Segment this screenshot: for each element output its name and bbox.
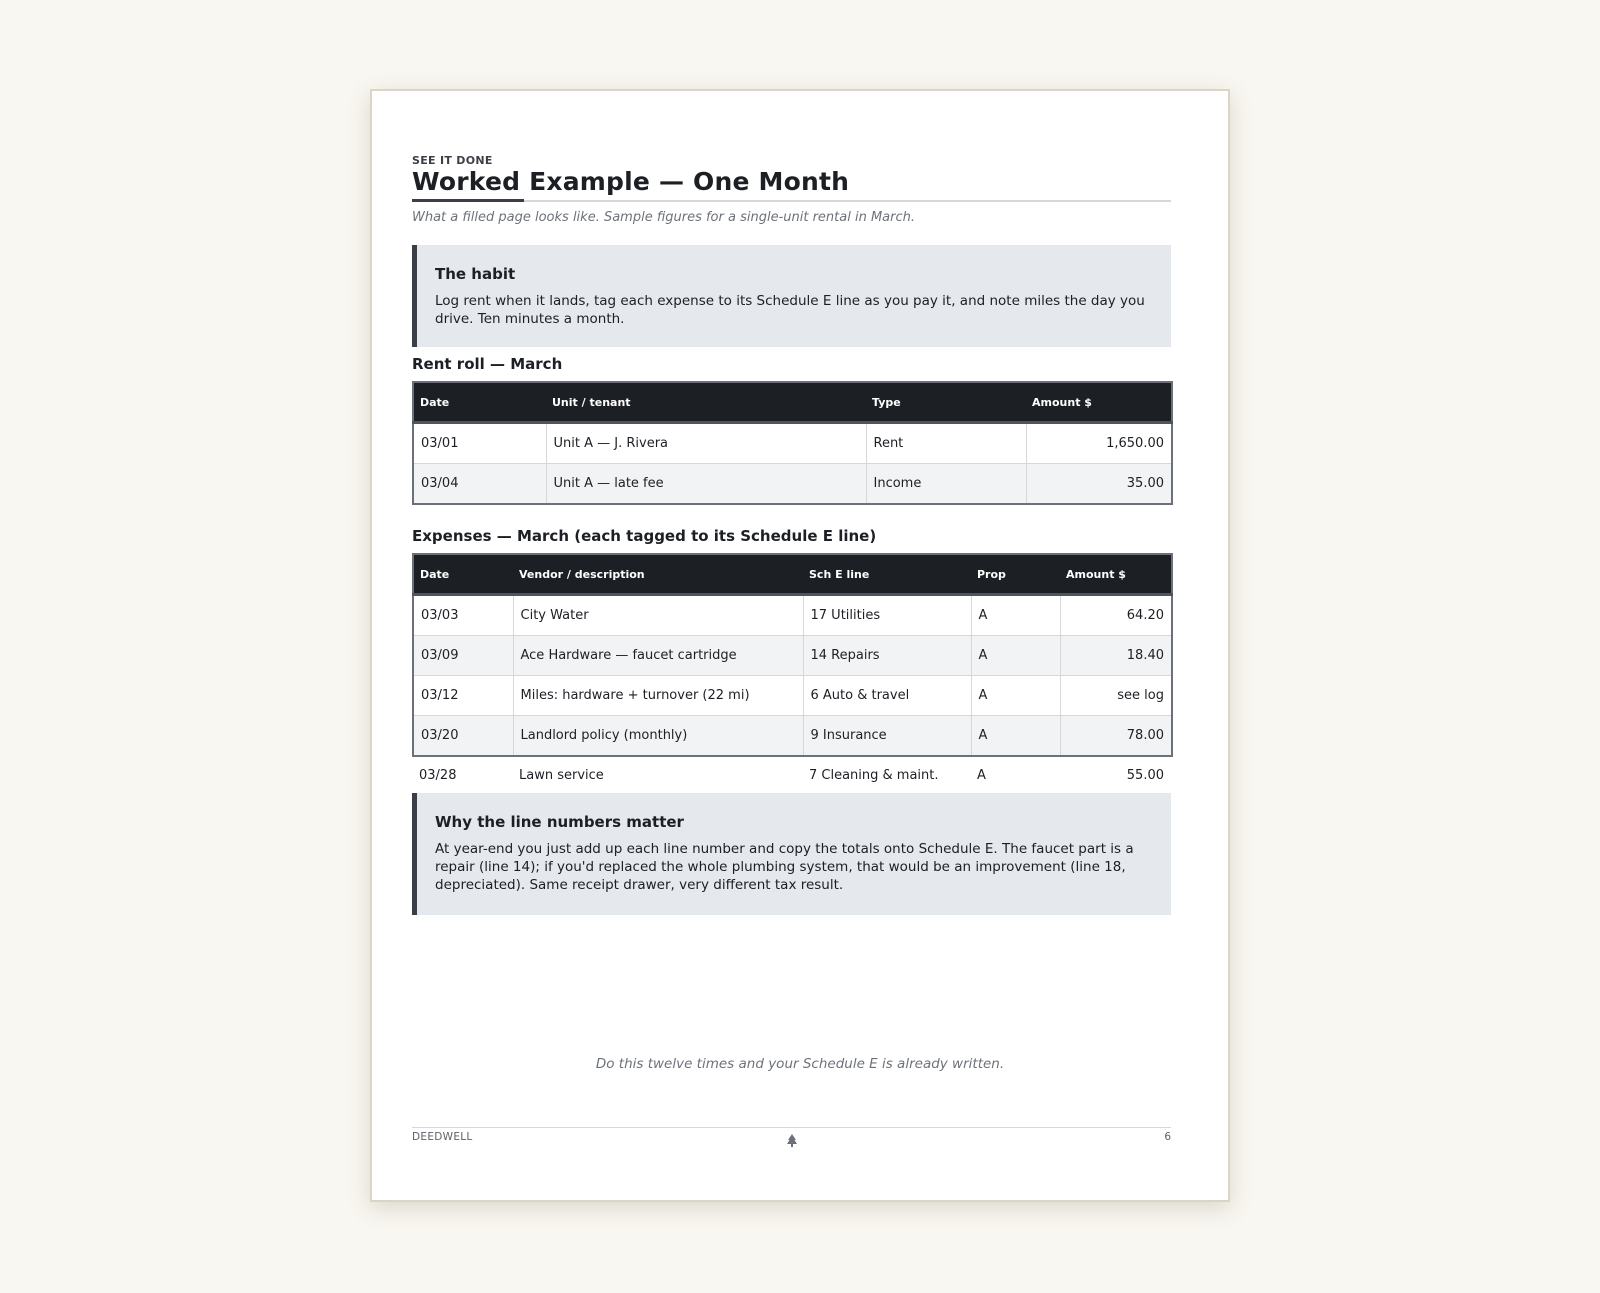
table-row [413,636,1172,676]
eyebrow-label: SEE IT DONE [412,154,493,167]
exp-vendor-cell: Landlord policy (monthly) [513,716,803,757]
exp-col-vendor: Vendor / description [513,554,803,595]
rent-date-cell: 03/01 [413,423,546,464]
rent-col-amount: Amount $ [1026,382,1172,423]
exp-date-cell: 03/03 [413,595,513,636]
habit-callout [412,245,1171,347]
exp-amount-cell: 64.20 [1060,595,1172,636]
rent-roll-heading: Rent roll — March [412,355,563,373]
rent-type-cell: Rent [866,423,1026,464]
rent-tenant-cell: Unit A — J. Rivera [546,423,866,464]
table-row [413,716,1172,757]
exp-vendor-cell: City Water [513,595,803,636]
exp-date-cell: 03/28 [412,757,512,793]
rent-tenant-cell: Unit A — late fee [546,464,866,505]
exp-prop-cell: A [971,595,1060,636]
exp-prop-cell: A [971,636,1060,676]
footer-brand: DEEDWELL [412,1131,473,1143]
exp-line-cell: 6 Auto & travel [803,676,971,716]
exp-prop-cell: A [970,757,1059,793]
document-page [370,89,1230,1202]
rent-amount-cell: 35.00 [1026,464,1172,505]
exp-date-cell: 03/20 [413,716,513,757]
expenses-overflow-row [412,757,1171,793]
exp-date-cell: 03/12 [413,676,513,716]
line-numbers-callout-title: Why the line numbers matter [435,813,684,831]
habit-callout-body: Log rent when it lands, tag each expense to its Schedule E line as you pay it, and note miles the day you drive. Ten minutes a month. [435,293,1145,327]
exp-vendor-cell: Lawn service [512,757,802,793]
expenses-table [412,553,1173,757]
exp-col-date: Date [413,554,513,595]
exp-line-cell: 7 Cleaning & maint. [802,757,970,793]
expenses-heading: Expenses — March (each tagged to its Schedule E line) [412,527,877,545]
exp-col-amount: Amount $ [1060,554,1172,595]
table-row [413,676,1172,716]
exp-prop-cell: A [971,716,1060,757]
rent-date-cell: 03/04 [413,464,546,505]
habit-callout-title: The habit [435,265,516,283]
exp-line-cell: 9 Insurance [803,716,971,757]
line-numbers-callout [412,793,1171,915]
exp-amount-cell: see log [1060,676,1172,716]
title-block [412,167,1171,202]
page-title: Worked Example — One Month [412,167,850,196]
table-row [413,464,1172,505]
exp-line-cell: 14 Repairs [803,636,971,676]
closing-note: Do this twelve times and your Schedule E is already written. [595,1056,1005,1072]
exp-col-prop: Prop [971,554,1060,595]
rent-roll-table [412,381,1173,505]
rent-type-cell: Income [866,464,1026,505]
tree-icon [786,1134,798,1148]
title-accent-rule [412,199,524,202]
rent-roll-header-row [413,382,1172,423]
exp-prop-cell: A [971,676,1060,716]
page-footer [412,1127,1171,1158]
page-number: 6 [1164,1131,1171,1143]
exp-amount-cell: 18.40 [1060,636,1172,676]
rent-amount-cell: 1,650.00 [1026,423,1172,464]
line-numbers-callout-body: At year-end you just add up each line number and copy the totals onto Schedule E. The faucet part is a repair (line 14); if you'd replaced the whole plumbing system, that would be an improvement (line 18, depreciated). Same receipt drawer, very different tax result. [435,841,1134,893]
exp-amount-cell: 78.00 [1060,716,1172,757]
table-row [413,423,1172,464]
table-row [413,595,1172,636]
rent-col-unit-tenant: Unit / tenant [546,382,866,423]
exp-col-sch-e-line: Sch E line [803,554,971,595]
exp-line-cell: 17 Utilities [803,595,971,636]
exp-vendor-cell: Miles: hardware + turnover (22 mi) [513,676,803,716]
table-row [412,757,1171,793]
exp-vendor-cell: Ace Hardware — faucet cartridge [513,636,803,676]
rent-col-date: Date [413,382,546,423]
page-subtitle: What a filled page looks like. Sample figures for a single-unit rental in March. [412,210,915,225]
page-content [412,155,1171,915]
exp-date-cell: 03/09 [413,636,513,676]
expenses-header-row [413,554,1172,595]
exp-amount-cell: 55.00 [1059,757,1171,793]
rent-col-type: Type [866,382,1026,423]
